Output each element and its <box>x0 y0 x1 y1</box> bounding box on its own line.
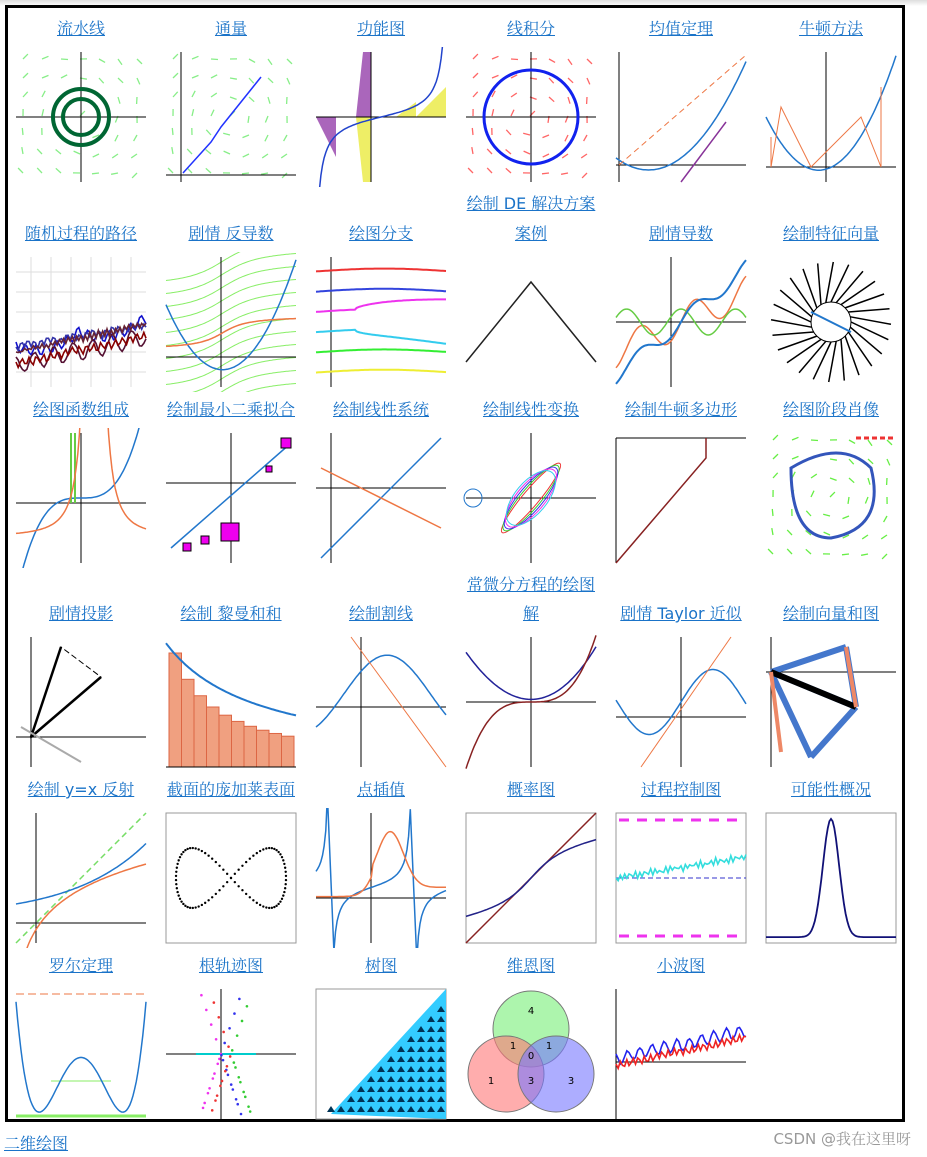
plot-thumbnail[interactable] <box>761 47 901 187</box>
plot-thumbnail[interactable] <box>311 428 451 568</box>
gallery-item <box>756 777 906 948</box>
venn-region-label: 0 <box>527 1051 535 1062</box>
footer <box>4 1131 68 1154</box>
plot-thumbnail[interactable] <box>761 808 901 948</box>
plot-thumbnail[interactable] <box>161 808 301 948</box>
plot-thumbnail[interactable] <box>311 47 451 187</box>
gallery-item-link[interactable]: 功能图 <box>356 19 405 38</box>
gallery-item <box>456 953 606 1124</box>
venn-region-label: 1 <box>509 1041 517 1052</box>
plot-thumbnail[interactable] <box>311 252 451 392</box>
gallery-item-link[interactable]: 随机过程的路径 <box>24 224 137 243</box>
gallery-item <box>606 221 756 392</box>
venn-region-label: 3 <box>527 1076 535 1087</box>
gallery-item <box>306 953 456 1124</box>
plot-thumbnail[interactable] <box>461 808 601 948</box>
plot-thumbnail[interactable] <box>11 808 151 948</box>
gallery-item <box>156 777 306 948</box>
gallery-item-link[interactable]: 解 <box>522 604 539 623</box>
gallery-item <box>456 16 606 187</box>
gallery-item-link[interactable]: 维恩图 <box>506 956 555 975</box>
gallery-item-link[interactable]: 绘制特征向量 <box>782 224 879 243</box>
plot-thumbnail[interactable] <box>161 428 301 568</box>
gallery-item <box>756 16 906 187</box>
plot-thumbnail[interactable] <box>611 252 751 392</box>
gallery-item-link[interactable]: 绘制线性系统 <box>332 400 429 419</box>
plot-thumbnail[interactable] <box>161 47 301 187</box>
gallery-item <box>606 16 756 187</box>
footer-link-2d-plots[interactable]: 二维绘图 <box>4 1134 69 1153</box>
gallery-item-link[interactable]: 流水线 <box>56 19 105 38</box>
gallery-item <box>6 16 156 187</box>
gallery-item <box>6 777 156 948</box>
gallery-item-link[interactable]: 点插值 <box>356 780 405 799</box>
gallery-item <box>6 953 156 1124</box>
gallery-item-link[interactable]: 牛顿方法 <box>798 19 863 38</box>
plot-thumbnail[interactable] <box>461 984 601 1124</box>
gallery-item <box>606 601 756 772</box>
plot-thumbnail[interactable] <box>161 984 301 1124</box>
gallery-item <box>156 16 306 187</box>
plot-thumbnail[interactable] <box>161 632 301 772</box>
gallery-item-link[interactable]: 通量 <box>214 19 247 38</box>
venn-region-label: 1 <box>545 1041 553 1052</box>
plot-thumbnail[interactable] <box>761 252 901 392</box>
gallery-item <box>756 397 906 568</box>
plot-thumbnail[interactable] <box>311 808 451 948</box>
gallery-item <box>306 777 456 948</box>
plot-thumbnail[interactable] <box>11 984 151 1124</box>
plot-thumbnail[interactable] <box>11 632 151 772</box>
plot-thumbnail[interactable] <box>761 428 901 568</box>
plot-thumbnail[interactable] <box>611 808 751 948</box>
gallery-item-link[interactable]: 可能性概况 <box>790 780 871 799</box>
plot-thumbnail[interactable] <box>311 984 451 1124</box>
section-ode <box>381 572 681 595</box>
gallery-item-link[interactable]: 根轨迹图 <box>198 956 263 975</box>
venn-region-label: 3 <box>567 1076 575 1087</box>
plot-thumbnail[interactable] <box>461 428 601 568</box>
section-de <box>381 191 681 214</box>
gallery-item-link[interactable]: 绘制最小二乘拟合 <box>166 400 295 419</box>
plot-thumbnail[interactable] <box>461 252 601 392</box>
gallery-item <box>456 777 606 948</box>
plot-thumbnail[interactable] <box>761 632 901 772</box>
gallery-item <box>6 221 156 392</box>
gallery-item <box>156 953 306 1124</box>
gallery-item-link[interactable]: 绘图分支 <box>348 224 413 243</box>
venn-region-label: 4 <box>527 1006 535 1017</box>
plot-thumbnail[interactable] <box>11 47 151 187</box>
gallery-item-link[interactable]: 均值定理 <box>648 19 713 38</box>
gallery-item <box>756 601 906 772</box>
gallery-item-link[interactable]: 绘制 y=x 反射 <box>27 780 135 799</box>
gallery-item <box>6 601 156 772</box>
plot-thumbnail[interactable] <box>611 428 751 568</box>
gallery-item-link[interactable]: 剧情导数 <box>648 224 713 243</box>
gallery-item <box>306 601 456 772</box>
plot-thumbnail[interactable] <box>161 252 301 392</box>
gallery-item-link[interactable]: 罗尔定理 <box>48 956 113 975</box>
gallery-item-link[interactable]: 线积分 <box>506 19 555 38</box>
gallery-item <box>156 397 306 568</box>
gallery-item <box>456 601 606 772</box>
gallery-item-link[interactable]: 绘制牛顿多边形 <box>624 400 737 419</box>
gallery-item-link[interactable]: 树图 <box>364 956 397 975</box>
gallery-item <box>156 601 306 772</box>
gallery-item <box>306 221 456 392</box>
gallery-item-link[interactable]: 绘制 黎曼和和 <box>180 604 282 623</box>
gallery-item <box>456 397 606 568</box>
gallery-item-link[interactable]: 案例 <box>514 224 547 243</box>
plot-thumbnail[interactable] <box>611 984 751 1124</box>
section-ode-link[interactable]: 常微分方程的绘图 <box>466 575 595 594</box>
gallery-item-link[interactable]: 小波图 <box>656 956 705 975</box>
gallery-item-link[interactable]: 绘图阶段肖像 <box>782 400 879 419</box>
plot-thumbnail[interactable] <box>611 47 751 187</box>
gallery-item <box>156 221 306 392</box>
gallery-item-link[interactable]: 绘制割线 <box>348 604 413 623</box>
gallery-item <box>306 16 456 187</box>
gallery-item-link[interactable]: 过程控制图 <box>640 780 721 799</box>
gallery-item <box>756 221 906 392</box>
gallery-item-link[interactable]: 绘图函数组成 <box>32 400 129 419</box>
plot-thumbnail[interactable] <box>461 47 601 187</box>
gallery-item <box>606 953 756 1124</box>
gallery-item-link[interactable]: 剧情 反导数 <box>188 224 274 243</box>
gallery-item <box>456 221 606 392</box>
plot-thumbnail[interactable] <box>311 632 451 772</box>
gallery-item-link[interactable]: 绘制线性变换 <box>482 400 579 419</box>
gallery-item-link[interactable]: 剧情 Taylor 近似 <box>620 604 742 623</box>
plot-thumbnail[interactable] <box>461 632 601 772</box>
plot-thumbnail[interactable] <box>11 252 151 392</box>
plot-thumbnail[interactable] <box>11 428 151 568</box>
gallery-item <box>6 397 156 568</box>
gallery-item-link[interactable]: 绘制向量和图 <box>782 604 879 623</box>
gallery-item <box>606 777 756 948</box>
gallery-item <box>606 397 756 568</box>
gallery-item-link[interactable]: 概率图 <box>506 780 555 799</box>
gallery-item-link[interactable]: 剧情投影 <box>48 604 113 623</box>
venn-region-label: 1 <box>487 1076 495 1087</box>
watermark: CSDN @我在这里呀 <box>773 1130 911 1148</box>
gallery-item-link[interactable]: 截面的庞加莱表面 <box>166 780 295 799</box>
plot-thumbnail[interactable] <box>611 632 751 772</box>
section-de-link[interactable]: 绘制 DE 解决方案 <box>466 194 596 213</box>
gallery-item <box>306 397 456 568</box>
